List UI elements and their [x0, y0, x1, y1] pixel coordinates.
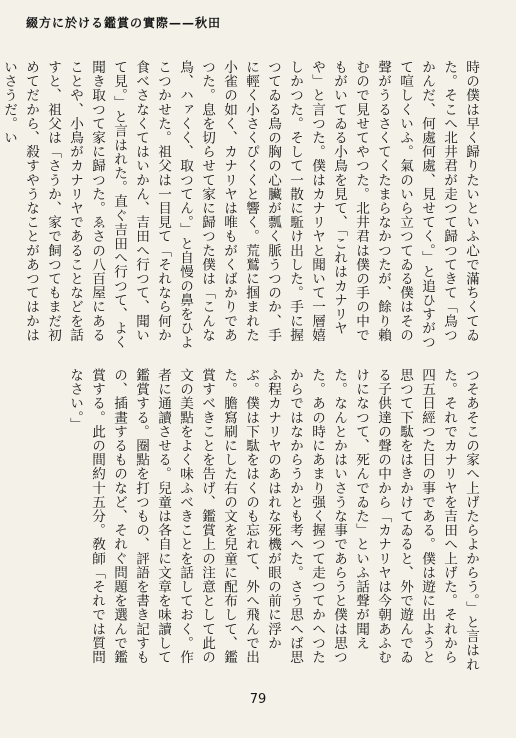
running-head: 綴方に於ける鑑賞の實際——秋田	[26, 16, 222, 30]
lower-text-block: つそあそこの家へ上げたらよからう。」と言はれた。それでカナリヤを吉田へ上げた。それから四五日經つた日の事である。僕は遊に出ようと思つて下駄をはきかけてゐると、外で遊んでゐる子供達の聲の中から「カナリヤは今朝あふむけになつて、死んでゐた」といふ話聲が聞えた。なんとかはいさうな事であらうと僕は思つた。あの時にあまり强く握つて走つてかへつたからではなからうかとも考へた。さう思へば思ふ程カナリヤのあはれな死機が眼の前に浮かぶ。僕は下駄をはくのも忘れて、外へ飛んで出た。膽寫刷にした右の文を兒童に配布して、鑑賞すべきことを告げ、鑑賞上の注意として此の文の美點をよく味ふべきことを話しておく。作者に通讀させる。兒童は各自に文章を味讀して鑑賞する。圈點を打つもの、評語を書き記すもの、插畫するものなど、それぐ問題を選んで鑑賞する。此の間約十五分。敎師「それでは質問なさい。」	[67, 368, 479, 672]
upper-text-block: 時の僕は早く歸りたいといふ心で滿ちくてゐた。そこへ北井君が走つて歸つてきて「鳥つかんだ、何處何處、見せてく。」と追ひすがつて喧しくいふ。氣のいら立つてゐる僕はその聲がうるさくてくたまらなかつたが、餘り賴むので見せてやつた。北井君は僕の手の中でもがいてゐる小鳥を見て、「これはカナリヤや」と言つた。僕はカナリヤと聞いて一層嬉しかつた。そして一散に駈け出した。手に握つてゐる鳥の胸の心臟が瓢く脈うつのか、手に輕く小さくぴくくと響く。荒鷲に掴まれた小雀の如く、カナリヤは唯もがくばかりであつた。息を切らせて家に歸つた僕は「こんな鳥、ハァくく、取つてん。」と自慢の鼻をひよこつかせた。祖父は一目見て「それなら何か食べさなくてはいかん、吉田へ行つて、聞いて見。」と言はれた。直ぐ吉田へ行つて、よく聞き取つて家に歸つた。ゑさの八百屋にあることや、小鳥がカナリヤであることなどを話すと、祖父は「さうか、家で飼つてもまだ初めてだから、殺すやうなことがあつてはかはいさうだ。い	[1, 60, 479, 350]
page-number: 79	[249, 692, 267, 707]
